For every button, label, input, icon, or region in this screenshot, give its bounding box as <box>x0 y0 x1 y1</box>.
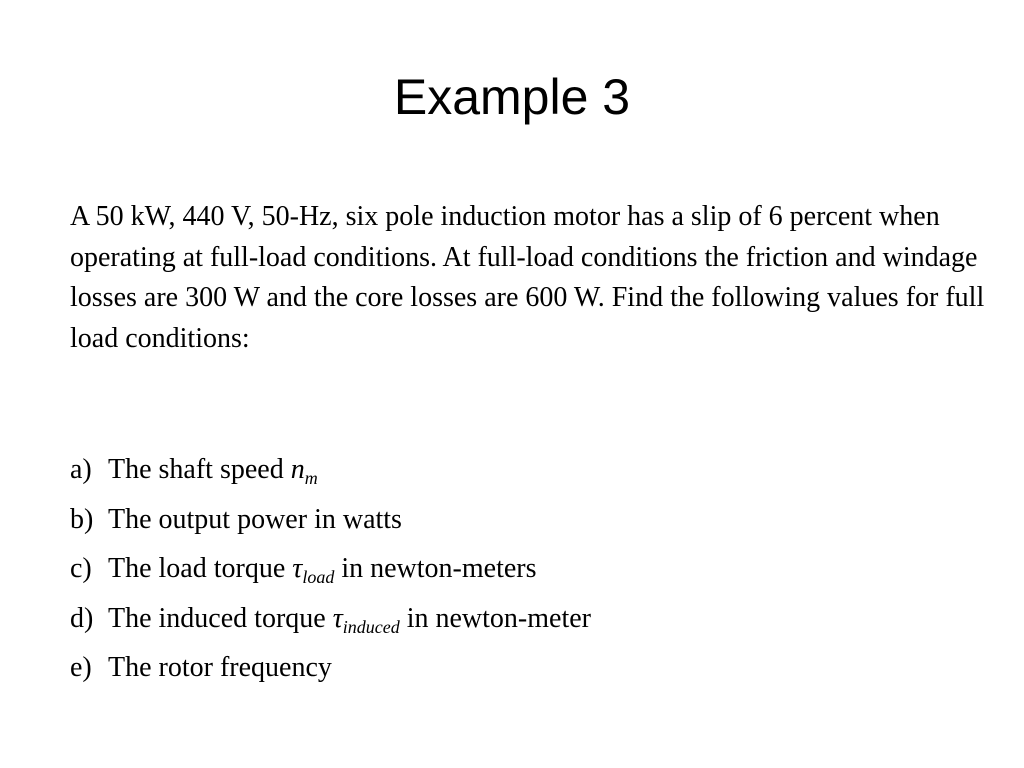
list-item <box>70 549 990 599</box>
question-list <box>70 450 990 698</box>
list-marker: d) <box>70 602 94 634</box>
list-item <box>70 500 990 550</box>
list-item-text: The rotor frequency <box>108 652 332 683</box>
math-symbol-base: τ <box>332 602 343 634</box>
list-item <box>70 599 990 649</box>
math-symbol-base: τ <box>292 553 303 584</box>
slide-title: Example 3 <box>393 69 631 125</box>
list-marker: e) <box>70 652 92 683</box>
math-symbol <box>290 454 318 488</box>
problem-statement: A 50 kW, 440 V, 50-Hz, six pole induction motor has a slip of 6 percent when operating at full-load conditions. At full-load conditions the friction and windage losses are 300 W and the core losses are 600 W. Find the following values for full load conditions: <box>70 201 985 354</box>
list-marker: c) <box>70 553 92 584</box>
list-item-text-after: in newton-meters <box>334 553 537 584</box>
list-item <box>70 450 990 500</box>
list-marker: a) <box>70 454 92 485</box>
math-symbol <box>292 553 335 587</box>
math-subscript: load <box>302 567 335 587</box>
list-marker: b) <box>70 503 94 535</box>
list-item <box>70 648 990 698</box>
list-item-text: The load torque <box>108 553 293 584</box>
list-item-text-after: in newton-meter <box>399 602 591 634</box>
math-symbol <box>332 602 400 637</box>
list-item-text: The output power in watts <box>108 503 402 535</box>
list-item-text: The induced torque <box>108 602 333 634</box>
list-item-text: The shaft speed <box>108 454 291 485</box>
math-symbol-base: n <box>290 454 305 485</box>
math-subscript: m <box>304 468 318 488</box>
math-subscript: induced <box>342 616 400 637</box>
